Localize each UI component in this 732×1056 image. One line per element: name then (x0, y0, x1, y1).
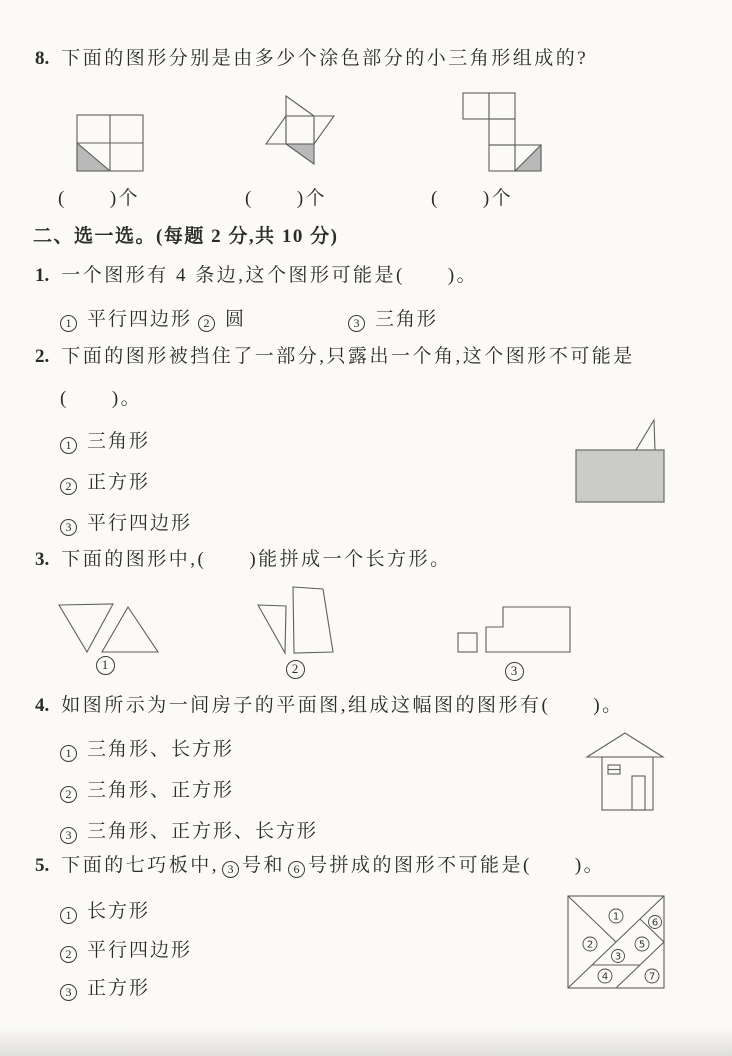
figure-1-label (95, 654, 115, 675)
tangram-label: 5 (638, 939, 646, 951)
question-8-text: 下面的图形分别是由多少个涂色部分的小三角形组成的? (61, 48, 589, 69)
question-4-number: 4. (35, 695, 50, 716)
q2-option-3 (60, 508, 192, 536)
question-5-text-post: 号拼成的图形不可能是( )。 (308, 855, 606, 876)
question-4 (35, 695, 624, 717)
q4-option-2 (60, 775, 234, 803)
center-square (286, 116, 314, 144)
tangram-label: 3 (614, 951, 622, 963)
option-label: 长方形 (87, 901, 151, 922)
figure-grid-square (75, 113, 145, 173)
figure-z-squares (461, 91, 545, 175)
q4-option-1 (60, 734, 234, 762)
question-5-number: 5. (35, 855, 50, 876)
q1-option-2 (198, 304, 246, 332)
circled-3-icon: 3 (60, 984, 77, 1001)
option-label: 平行四边形 (87, 513, 193, 534)
question-8 (35, 48, 588, 70)
circled-3-icon: 3 (222, 861, 239, 878)
circled-2-icon: 2 (60, 786, 77, 803)
circled-3-icon: 3 (60, 519, 77, 536)
q5-option-3 (60, 973, 150, 1001)
figure-2-label (285, 658, 305, 679)
figure-tangram (566, 894, 666, 990)
question-3-text: 下面的图形中,( )能拼成一个长方形。 (61, 549, 452, 570)
tangram-label: 2 (586, 939, 594, 951)
figure-house (585, 730, 665, 815)
q2-option-2 (60, 467, 150, 495)
question-3 (35, 549, 452, 571)
option-label: 三角形 (375, 309, 439, 330)
q5-option-1 (60, 896, 150, 924)
option-label: 平行四边形 (87, 940, 193, 961)
option-label: 三角形 (87, 431, 151, 452)
section-title: 二、选一选。(每题 2 分,共 10 分) (33, 226, 339, 247)
circled-2-icon: 2 (198, 315, 215, 332)
question-4-text: 如图所示为一间房子的平面图,组成这幅图的图形有( )。 (61, 695, 624, 716)
answer-slot-3: ( )个 (431, 188, 514, 209)
circled-1-icon: 1 (60, 907, 77, 924)
question-2-text-line2: ( )。 (60, 388, 143, 409)
option-label: 正方形 (87, 978, 151, 999)
question-2-number: 2. (35, 346, 50, 367)
shaded-triangle (77, 143, 110, 171)
figure-two-triangles (55, 598, 165, 658)
question-2 (35, 346, 635, 368)
question-1-text: 一个图形有 4 条边,这个图形可能是( )。 (61, 265, 479, 286)
circled-2-icon: 2 (60, 946, 77, 963)
question-5-text-pre: 下面的七巧板中, (61, 855, 220, 876)
circled-3-icon: 3 (348, 315, 365, 332)
figure-3-label (504, 660, 524, 681)
answer-slot-2: ( )个 (245, 188, 328, 209)
figure-square-notched-rect (450, 600, 580, 660)
roof-triangle (587, 733, 663, 757)
circled-1-icon: 1 (60, 315, 77, 332)
circled-1-icon: 1 (60, 745, 77, 762)
option-label: 平行四边形 (87, 309, 193, 330)
circled-1-icon: 1 (96, 656, 115, 675)
question-2-text-line1: 下面的图形被挡住了一部分,只露出一个角,这个图形不可能是 (61, 346, 635, 367)
circled-2-icon: 2 (60, 478, 77, 495)
circled-2-icon: 2 (286, 660, 305, 679)
circled-6-icon: 6 (288, 861, 305, 878)
question-1-number: 1. (35, 265, 50, 286)
option-label: 三角形、正方形、长方形 (87, 821, 319, 842)
shaded-triangle (515, 145, 541, 171)
question-5 (35, 855, 605, 878)
question-3-number: 3. (35, 549, 50, 570)
cover-rectangle (576, 450, 664, 502)
figure-covered-shape (566, 408, 674, 503)
question-5-text-mid: 号和 (242, 855, 286, 876)
question-8-number: 8. (35, 48, 50, 69)
page-edge-shadow (0, 1026, 732, 1056)
tangram-label: 4 (601, 971, 609, 983)
q2-option-1 (60, 426, 150, 454)
tangram-label: 6 (651, 917, 659, 929)
shaded-triangle (286, 144, 314, 164)
q4-option-3 (60, 816, 318, 844)
answer-slot-1: ( )个 (58, 188, 141, 209)
door (632, 776, 645, 810)
q1-option-3 (348, 304, 438, 332)
option-label: 圆 (225, 309, 247, 330)
option-label: 三角形、长方形 (87, 739, 235, 760)
figure-triangle-trapezoid (250, 583, 345, 658)
option-label: 正方形 (87, 472, 151, 493)
option-label: 三角形、正方形 (87, 780, 235, 801)
tangram-label: 7 (648, 971, 656, 983)
circled-3-icon: 3 (505, 662, 524, 681)
figure-pinwheel (258, 88, 342, 172)
peeking-corner (636, 420, 655, 450)
circled-1-icon: 1 (60, 437, 77, 454)
tangram-label: 1 (612, 911, 620, 923)
circled-3-icon: 3 (60, 827, 77, 844)
question-1 (35, 265, 478, 287)
q5-option-2 (60, 935, 192, 963)
q1-option-1 (60, 304, 192, 332)
